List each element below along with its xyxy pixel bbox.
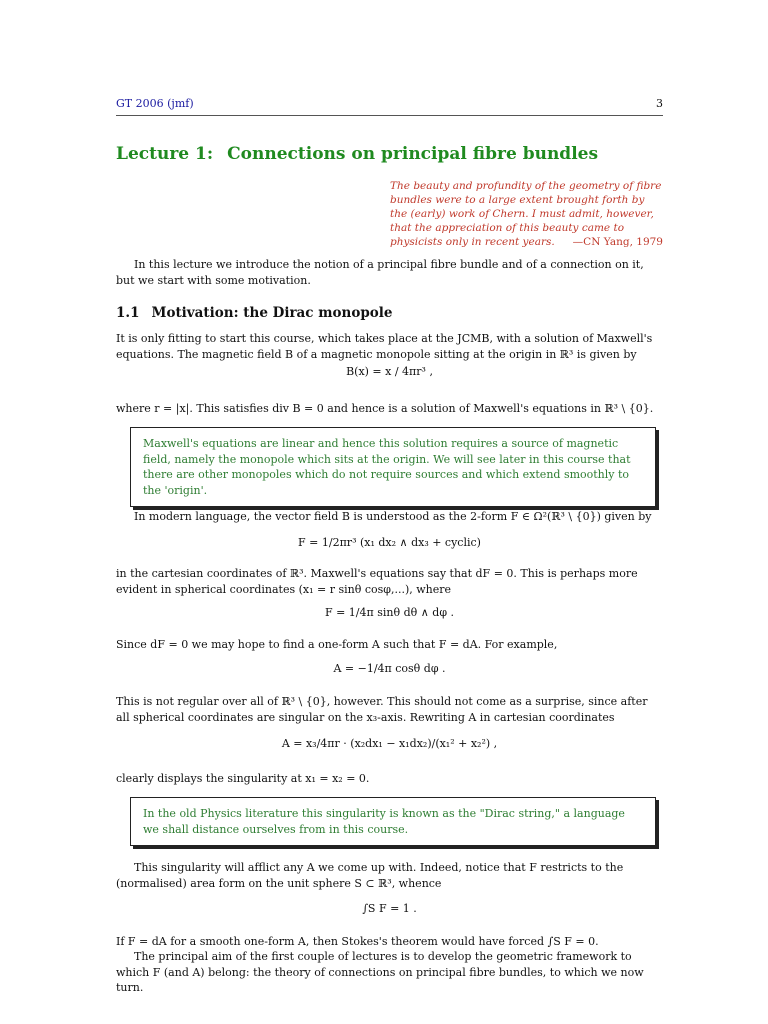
lecture-label: Lecture 1: [116, 144, 214, 164]
intro-paragraph: In this lecture we introduce the notion of a principal fibre bundle and of a connection on it, but we start with some motivation. [116, 258, 644, 287]
page [116, 0, 663, 1024]
equation-2: F = 1/2πr³ (x₁ dx₂ ∧ dx₃ + cyclic) [298, 536, 481, 549]
paragraph-7: clearly displays the singularity at x₁ = x₂ = 0. [116, 772, 370, 785]
remark-box-2: In the old Physics literature this singularity is known as the "Dirac string," a language we shall distance ourselves from in this course. [130, 797, 656, 846]
lecture-title-text: Connections on principal fibre bundles [227, 144, 599, 164]
epigraph-attribution: —CN Yang, 1979 [572, 236, 663, 248]
equation-3: F = 1/4π sinθ dθ ∧ dφ . [324, 606, 455, 619]
equation-6: ∫S F = 1 . [362, 902, 417, 915]
epigraph-quote: The beauty and profundity of the geometry of fibre bundles were to a large extent brought forth by the (early) work of Chern. I must admit, however, that the appreciation of this beauty came to physicists only in recent years. [390, 180, 662, 248]
paragraph-2: where r = |x|. This satisfies div B = 0 and hence is a solution of Maxwell's equations in ℝ³ \ {0}. [116, 402, 654, 415]
section-title: Motivation: the Dirac monopole [151, 305, 393, 321]
paragraph-4: in the cartesian coordinates of ℝ³. Maxwell's equations say that dF = 0. This is perhaps more evident in spherical coordinates (x₁ = r sinθ cosφ,...), where [116, 567, 638, 596]
paragraph-6: This is not regular over all of ℝ³ \ {0}, however. This should not come as a surprise, since after all spherical coordinates are singular on the x₃-axis. Rewriting A in cartesian coordinates [116, 695, 648, 724]
paragraph-3: In modern language, the vector field B is understood as the 2-form F ∈ Ω²(ℝ³ \ {0}) given by [134, 510, 652, 523]
section-number: 1.1 [116, 305, 140, 321]
page-number: 3 [656, 97, 663, 110]
header-rule [116, 115, 663, 116]
section-heading [116, 305, 393, 321]
lecture-title [116, 144, 598, 164]
paragraph-8: This singularity will afflict any A we come up with. Indeed, notice that F restricts to the (normalised) area form on the unit sphere S ⊂ ℝ³, whence [116, 861, 624, 890]
paragraph-5: Since dF = 0 we may hope to find a one-form A such that F = dA. For example, [116, 638, 558, 651]
equation-1: B(x) = x / 4πr³ , [346, 365, 433, 378]
paragraph-10: The principal aim of the first couple of lectures is to develop the geometric framework to which F (and A) belong: the theory of connections on principal fibre bundles, to which we now turn. [116, 950, 644, 994]
paragraph-9: If F = dA for a smooth one-form A, then Stokes's theorem would have forced ∫S F = 0. [116, 935, 599, 948]
remark-box-1: Maxwell's equations are linear and hence this solution requires a source of magnetic field, namely the monopole which sits at the origin. We will see later in this course that there are other monopoles which do not require sources and which extend smoothly to the 'origin'. [130, 427, 656, 507]
equation-5: A = x₃/4πr · (x₂dx₁ − x₁dx₂)/(x₁² + x₂²) , [281, 737, 498, 750]
header-left: GT 2006 (jmf) [116, 97, 194, 110]
equation-4: A = −1/4π cosθ dφ . [333, 662, 446, 675]
paragraph-1: It is only fitting to start this course, which takes place at the JCMB, with a solution of Maxwell's equations. The magnetic field B of a magnetic monopole sitting at the origin in ℝ³ is given by [116, 332, 653, 361]
running-header [116, 97, 663, 110]
